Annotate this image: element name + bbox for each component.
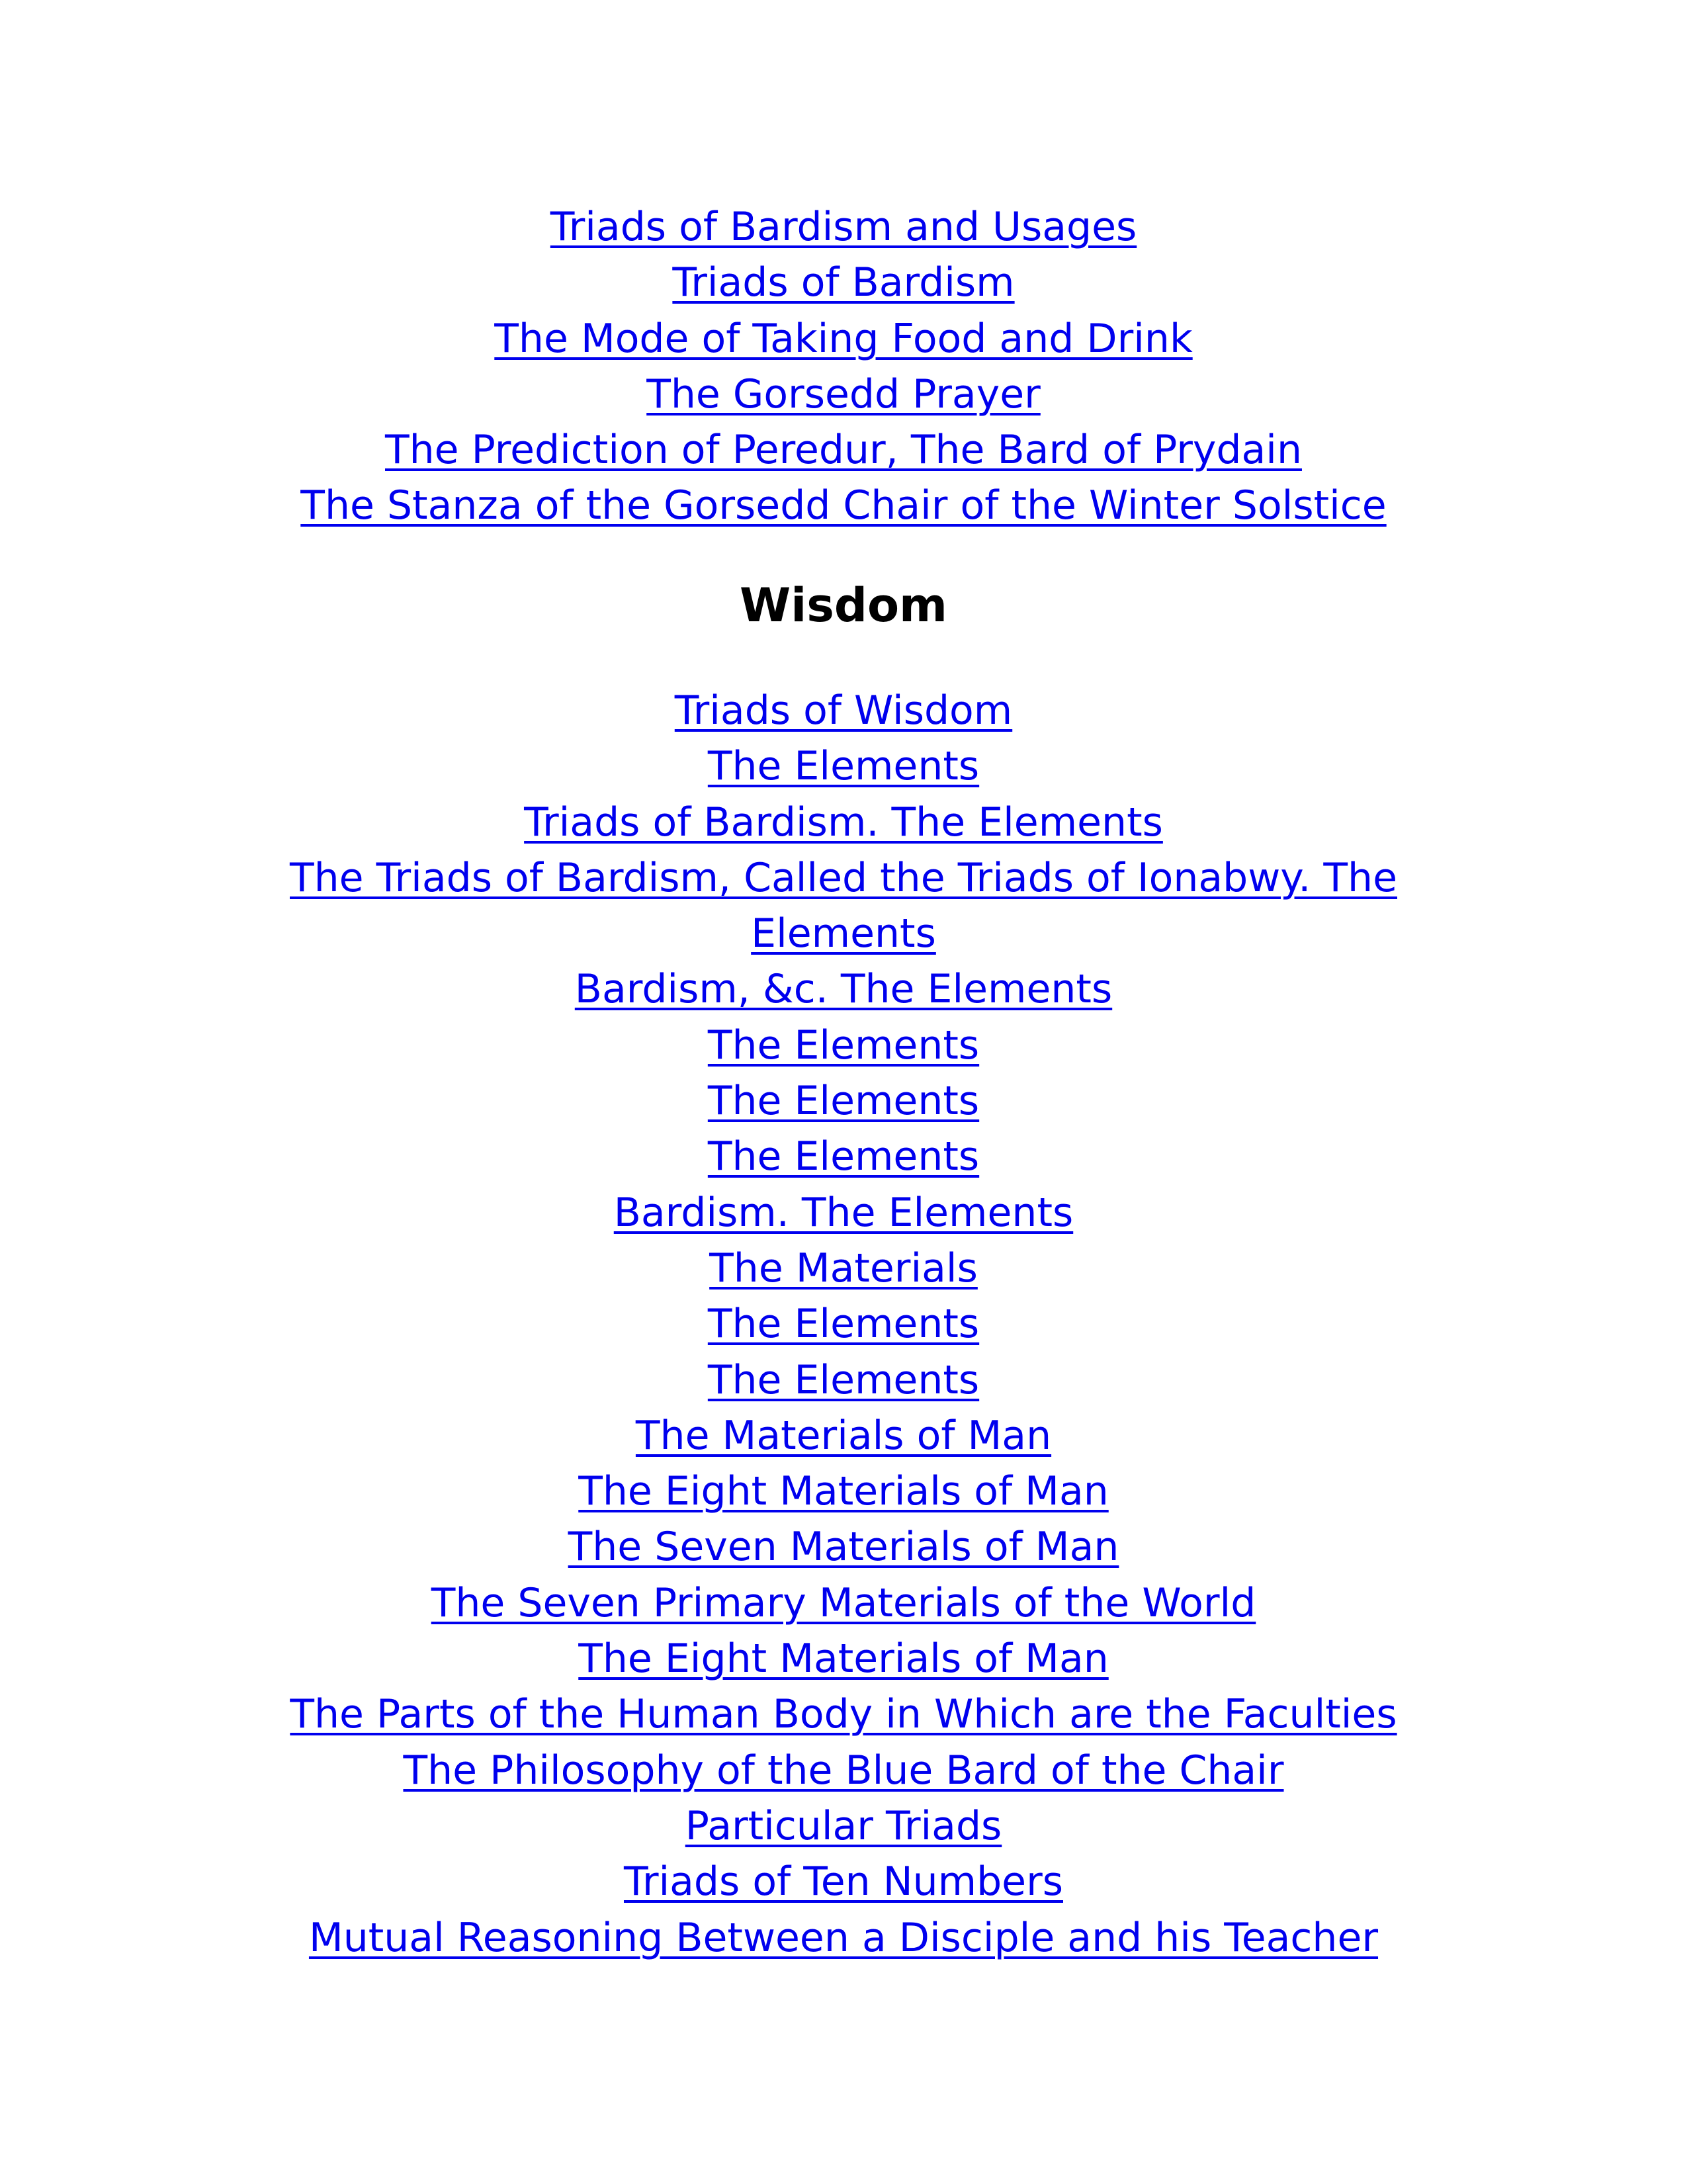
list-item <box>278 738 1409 794</box>
toc-link[interactable]: The Materials of Man <box>635 1412 1052 1459</box>
list-item <box>278 367 1409 422</box>
list-item <box>278 1018 1409 1073</box>
toc-link[interactable]: Mutual Reasoning Between a Disciple and his Teacher <box>308 1914 1379 1961</box>
toc-link[interactable]: The Seven Materials of Man <box>568 1524 1119 1571</box>
list-item <box>278 1854 1409 1909</box>
toc-link[interactable]: The Elements <box>707 1022 980 1069</box>
toc-link[interactable]: Triads of Bardism. The Elements <box>524 799 1163 846</box>
toc-link[interactable]: The Eight Materials of Man <box>578 1468 1109 1515</box>
list-item <box>278 1185 1409 1241</box>
toc-link[interactable]: The Philosophy of the Blue Bard of the Chair <box>403 1747 1284 1794</box>
toc-link[interactable]: The Stanza of the Gorsedd Chair of the Winter Solstice <box>300 482 1387 529</box>
list-item <box>278 1352 1409 1408</box>
list-item <box>278 1575 1409 1631</box>
toc-link[interactable]: Triads of Bardism <box>672 259 1015 306</box>
list-item <box>278 850 1409 962</box>
list-item <box>278 1463 1409 1519</box>
toc-link[interactable]: The Parts of the Human Body in Which are the Faculties <box>290 1691 1397 1738</box>
list-item <box>278 1519 1409 1575</box>
list-item <box>278 1743 1409 1798</box>
toc-link[interactable]: The Elements <box>707 743 980 790</box>
toc-link[interactable]: The Gorsedd Prayer <box>646 371 1041 417</box>
section-heading-wisdom: Wisdom <box>739 578 947 633</box>
list-item <box>278 795 1409 850</box>
list-item <box>278 1129 1409 1184</box>
toc-link[interactable]: The Eight Materials of Man <box>578 1636 1109 1682</box>
toc-link[interactable]: Triads of Bardism and Usages <box>550 204 1137 250</box>
toc-link[interactable]: The Elements <box>707 1078 980 1125</box>
toc-link[interactable]: The Prediction of Peredur, The Bard of Prydain <box>385 427 1302 474</box>
list-item <box>278 199 1409 255</box>
toc-link[interactable]: The Seven Primary Materials of the World <box>431 1579 1256 1626</box>
toc-link[interactable]: The Triads of Bardism, Called the Triads of Ionabwy. The Elements <box>290 854 1397 957</box>
toc-link[interactable]: Particular Triads <box>685 1802 1002 1849</box>
toc-link[interactable]: Triads of Wisdom <box>674 687 1013 734</box>
list-item <box>278 683 1409 738</box>
list-item <box>278 1073 1409 1129</box>
toc-link[interactable]: Bardism, &c. The Elements <box>574 966 1113 1013</box>
top-link-list <box>278 199 1409 534</box>
list-item <box>278 961 1409 1017</box>
list-item <box>278 1798 1409 1854</box>
list-item <box>278 478 1409 533</box>
toc-link[interactable]: The Materials <box>709 1245 978 1291</box>
list-item <box>278 1241 1409 1296</box>
toc-link[interactable]: Bardism. The Elements <box>613 1189 1074 1236</box>
toc-link[interactable]: Triads of Ten Numbers <box>623 1858 1063 1905</box>
list-item <box>278 1408 1409 1463</box>
wisdom-link-list <box>278 683 1409 1966</box>
toc-link[interactable]: The Elements <box>707 1301 980 1348</box>
list-item <box>278 1631 1409 1686</box>
toc-link[interactable]: The Mode of Taking Food and Drink <box>494 315 1193 362</box>
list-item <box>278 311 1409 367</box>
list-item <box>278 1910 1409 1966</box>
list-item <box>278 422 1409 478</box>
toc-link[interactable]: The Elements <box>707 1356 980 1403</box>
list-item <box>278 1296 1409 1352</box>
list-item <box>278 255 1409 310</box>
toc-link[interactable]: The Elements <box>707 1133 980 1180</box>
list-item <box>278 1686 1409 1742</box>
